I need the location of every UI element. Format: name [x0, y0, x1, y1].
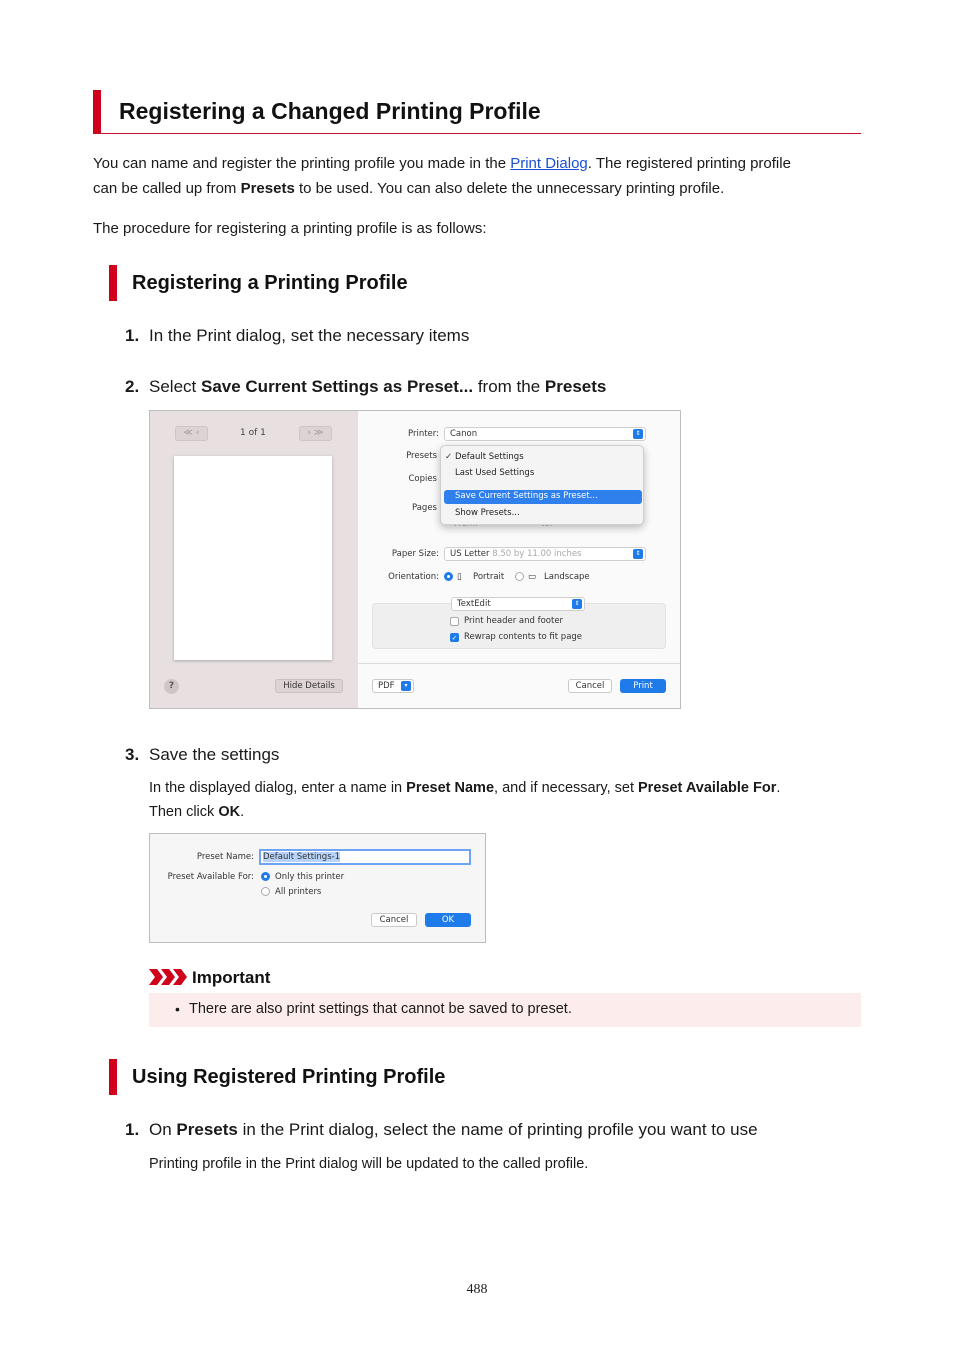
step-2: [125, 377, 606, 397]
prev-page-button[interactable]: ≪ ‹: [175, 426, 208, 441]
portrait-radio[interactable]: [444, 572, 453, 581]
print-header-checkbox[interactable]: [450, 617, 459, 626]
chevron-updown-icon: ⇕: [633, 429, 643, 439]
preset-dialog-screenshot: [149, 833, 486, 943]
next-page-button[interactable]: › ≫: [299, 426, 332, 441]
preset-ok-button[interactable]: OK: [425, 913, 471, 927]
paper-size-label: Paper Size:: [391, 549, 439, 559]
settings-pane: [358, 411, 681, 708]
portrait-icon: ▯: [457, 572, 462, 582]
chevron-updown-icon: ⇕: [572, 599, 582, 609]
paper-size-value: US Letter: [450, 549, 490, 559]
checkmark-icon: ✓: [445, 452, 453, 462]
page-number: 488: [466, 1282, 488, 1297]
chevron-down-icon: ▾: [401, 681, 411, 691]
rewrap-label: Rewrap contents to fit page: [464, 632, 583, 642]
section2-step-1: [125, 1120, 758, 1140]
pdf-label: PDF: [378, 681, 395, 691]
print-dialog-link[interactable]: Print Dialog: [510, 155, 588, 172]
desc-text: Then click: [149, 804, 219, 820]
paper-size-select[interactable]: [444, 547, 646, 561]
desc-text: .: [240, 804, 245, 820]
print-button[interactable]: Print: [620, 679, 666, 693]
all-printers-label: All printers: [275, 887, 322, 897]
pdf-menu-button[interactable]: [372, 679, 414, 693]
intro-bold: Presets: [240, 180, 295, 197]
app-options-value: TextEdit: [457, 599, 491, 609]
printer-label: Printer:: [408, 429, 439, 439]
step-text: in the Print dialog, select the name of printing profile you want to use: [237, 1120, 758, 1139]
printer-value: Canon: [450, 429, 478, 439]
menu-item-save-current[interactable]: [444, 490, 642, 504]
section-accent-bar: [109, 1059, 117, 1095]
section-title: Using Registered Printing Profile: [132, 1066, 446, 1088]
print-dialog-screenshot: [149, 410, 681, 709]
desc-bold: Preset Name: [406, 780, 495, 796]
step-bold: Presets: [176, 1120, 238, 1139]
step-text: Select: [149, 377, 201, 396]
intro-text: can be called up from: [93, 180, 241, 197]
section-accent-bar: [109, 265, 117, 301]
copies-label: Copies: [408, 474, 437, 484]
orientation-label: Orientation:: [388, 572, 439, 582]
desc-text: .: [776, 780, 781, 796]
paper-size-dimensions: 8.50 by 11.00 inches: [492, 549, 582, 559]
landscape-icon: ▭: [528, 572, 537, 582]
menu-item-label: Save Current Settings as Preset...: [455, 491, 598, 501]
step-text: from the: [473, 377, 545, 396]
rewrap-checkbox[interactable]: ✓: [451, 634, 458, 642]
intro-paragraph: [93, 151, 861, 201]
help-button[interactable]: ?: [164, 679, 179, 694]
preset-name-input[interactable]: [259, 849, 471, 865]
step-bold: Save Current Settings as Preset...: [200, 377, 474, 396]
step-text: On: [149, 1120, 177, 1139]
preset-cancel-button[interactable]: Cancel: [371, 913, 417, 927]
desc-text: In the displayed dialog, enter a name in: [149, 780, 407, 796]
preset-name-value: Default Settings-1: [263, 852, 341, 862]
cancel-button[interactable]: Cancel: [568, 679, 612, 693]
step-number: 1.: [125, 1120, 140, 1139]
step-text: Save the settings: [149, 745, 280, 764]
preset-name-label: Preset Name:: [196, 852, 254, 862]
section-heading: [109, 1059, 809, 1095]
menu-item-last-used[interactable]: Last Used Settings: [455, 468, 535, 478]
title-accent-bar: [93, 90, 101, 133]
presets-label: Presets: [406, 451, 437, 461]
presets-dropdown-menu: [440, 445, 644, 525]
preset-available-label: Preset Available For:: [167, 872, 254, 882]
step-number: 3.: [125, 745, 140, 764]
pages-label: Pages: [411, 503, 437, 513]
step-number: 1.: [125, 326, 140, 345]
step-text: In the Print dialog, set the necessary items: [149, 326, 470, 345]
important-heading: [149, 966, 271, 993]
step-3: [125, 745, 279, 765]
section2-description: Printing profile in the Print dialog will be updated to the called profile.: [149, 1156, 589, 1172]
desc-bold: Preset Available For: [638, 780, 777, 796]
step-number: 2.: [125, 377, 140, 396]
important-title: Important: [192, 968, 271, 987]
portrait-label: Portrait: [473, 572, 505, 582]
page-preview: [174, 456, 332, 660]
all-printers-radio[interactable]: [261, 887, 270, 896]
page-title-block: [93, 90, 861, 134]
bullet: •: [175, 1001, 180, 1017]
important-arrows-icon: [149, 966, 189, 988]
app-options-select[interactable]: [451, 597, 585, 611]
section-title: Registering a Printing Profile: [132, 272, 408, 294]
section-heading: [109, 265, 809, 301]
print-header-label: Print header and footer: [464, 616, 564, 626]
step-3-description: [149, 776, 861, 824]
landscape-label: Landscape: [544, 572, 590, 582]
page-count: 1 of 1: [240, 428, 266, 438]
step-1: [125, 326, 469, 346]
desc-text: , and if necessary, set: [494, 780, 639, 796]
intro-text: You can name and register the printing profile you made in the: [93, 155, 511, 172]
intro-text: to be used. You can also delete the unnecessary printing profile.: [294, 180, 725, 197]
preview-pane: [150, 411, 358, 708]
important-box: [149, 993, 861, 1027]
menu-item-default-settings[interactable]: Default Settings: [455, 452, 524, 462]
divider: [358, 663, 681, 664]
printer-select[interactable]: [444, 427, 646, 441]
only-this-printer-label: Only this printer: [275, 872, 345, 882]
only-this-printer-radio[interactable]: [261, 872, 270, 881]
step-bold: Presets: [544, 377, 607, 396]
menu-item-show-presets[interactable]: Show Presets...: [455, 508, 520, 518]
procedure-text: The procedure for registering a printing profile is as follows:: [93, 220, 487, 237]
hide-details-button[interactable]: Hide Details: [275, 679, 343, 693]
landscape-radio[interactable]: [515, 572, 524, 581]
desc-bold: OK: [218, 804, 241, 820]
intro-text: . The registered printing profile: [587, 155, 791, 172]
important-text: There are also print settings that cannot be saved to preset.: [189, 1001, 572, 1017]
chevron-updown-icon: ⇕: [633, 549, 643, 559]
page-title: Registering a Changed Printing Profile: [119, 98, 541, 124]
